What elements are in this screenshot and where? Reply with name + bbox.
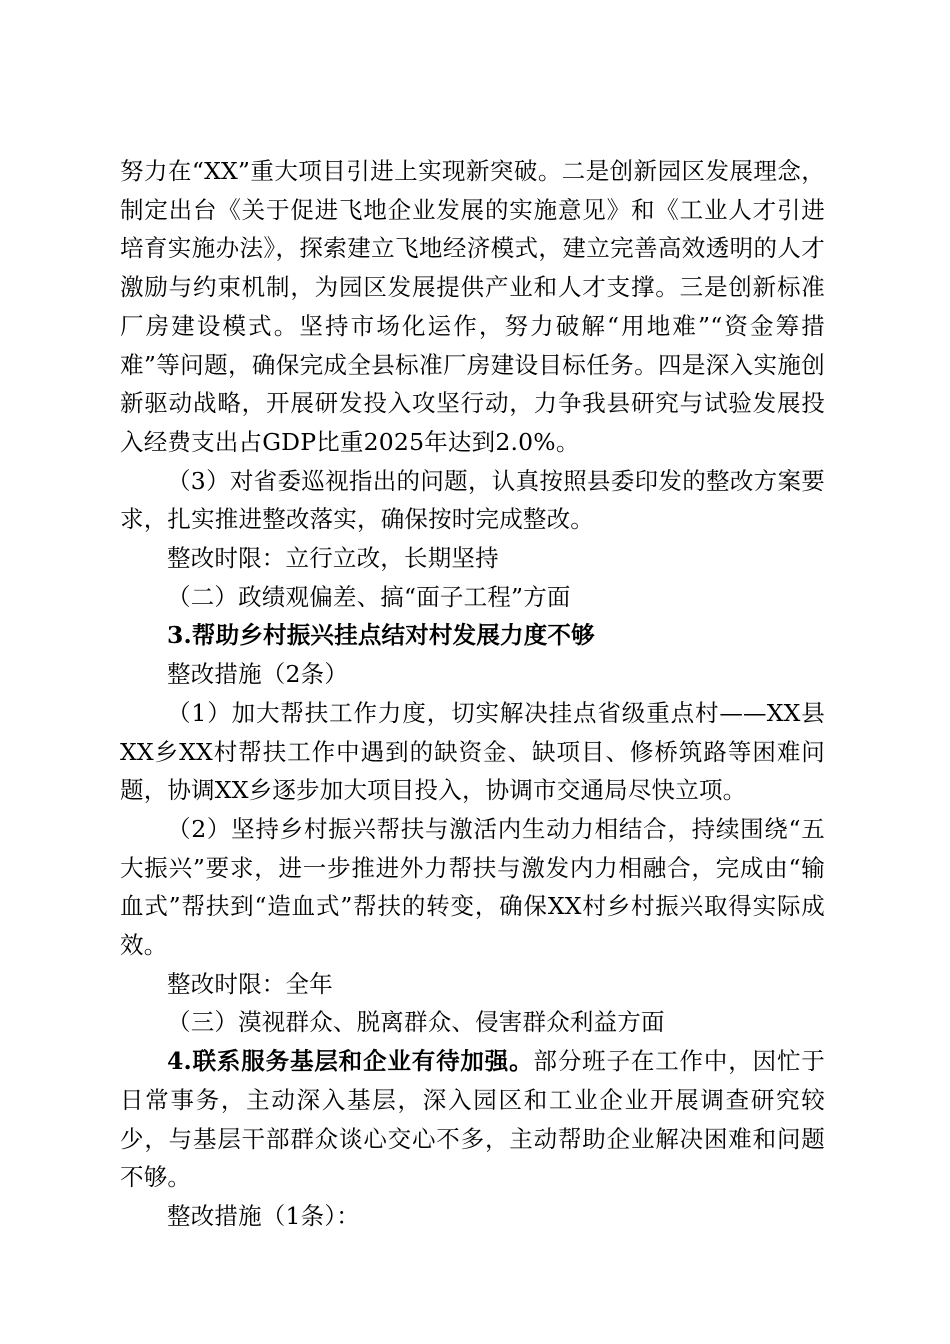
measure-item-3: （3）对省委巡视指出的问题，认真按照县委印发的整改方案要求，扎实推进整改落实，确保按时完成整改。 [120, 466, 825, 534]
measures-label: 整改措施（2条） [167, 660, 349, 689]
deadline-line: 整改时限：立行立改，长期坚持 [167, 544, 499, 573]
deadline-line: 整改时限：全年 [167, 969, 333, 998]
issue-heading-3: 3.帮助乡村振兴挂点结对村发展力度不够 [167, 621, 595, 650]
document-body [120, 152, 825, 1236]
measure-item-2: （2）坚持乡村振兴帮扶与激活内生动力相结合，持续围绕“五大振兴”要求，进一步推进外力帮扶与激发内力相融合，完成由“输血式”帮扶到“造血式”帮扶的转变，确保XX村乡村振兴取得实际成效。 [120, 814, 825, 960]
body-paragraph: 努力在“XX”重大项目引进上实现新突破。二是创新园区发展理念，制定出台《关于促进飞地企业发展的实施意见》和《工业人才引进培育实施办法》，探索建立飞地经济模式，建立完善高效透明的人才激励与约束机制，为园区发展提供产业和人才支撑。三是创新标准厂房建设模式。坚持市场化运作，努力破解“用地难”“资金筹措难”等问题，确保完成全县标准厂房建设目标任务。四是深入实施创新驱动战略，开展研发投入攻坚行动，力争我县研究与试验发展投入经费支出占GDP比重2025年达到2.0%。 [120, 157, 825, 456]
measure-item-1: （1）加大帮扶工作力度，切实解决挂点省级重点村——XX县XX乡XX村帮扶工作中遇到的缺资金、缺项目、修桥筑路等困难问题，协调XX乡逐步加大项目投入，协调市交通局尽快立项。 [120, 698, 825, 805]
measures-label: 整改措施（1条）： [167, 1201, 361, 1230]
issue-description: 部分班子在工作中，因忙于日常事务，主动深入基层，深入园区和工业企业开展调查研究较少，与基层干部群众谈心交心不多，主动帮助企业解决困难和问题不够。 [120, 1047, 826, 1192]
issue-paragraph-4 [120, 1042, 825, 1197]
issue-heading-4: 4.联系服务基层和企业有待加强。 [167, 1047, 534, 1076]
section-heading-2: （二）政绩观偏差、搞“面子工程”方面 [167, 582, 571, 611]
section-heading-3: （三）漠视群众、脱离群众、侵害群众利益方面 [167, 1008, 665, 1037]
